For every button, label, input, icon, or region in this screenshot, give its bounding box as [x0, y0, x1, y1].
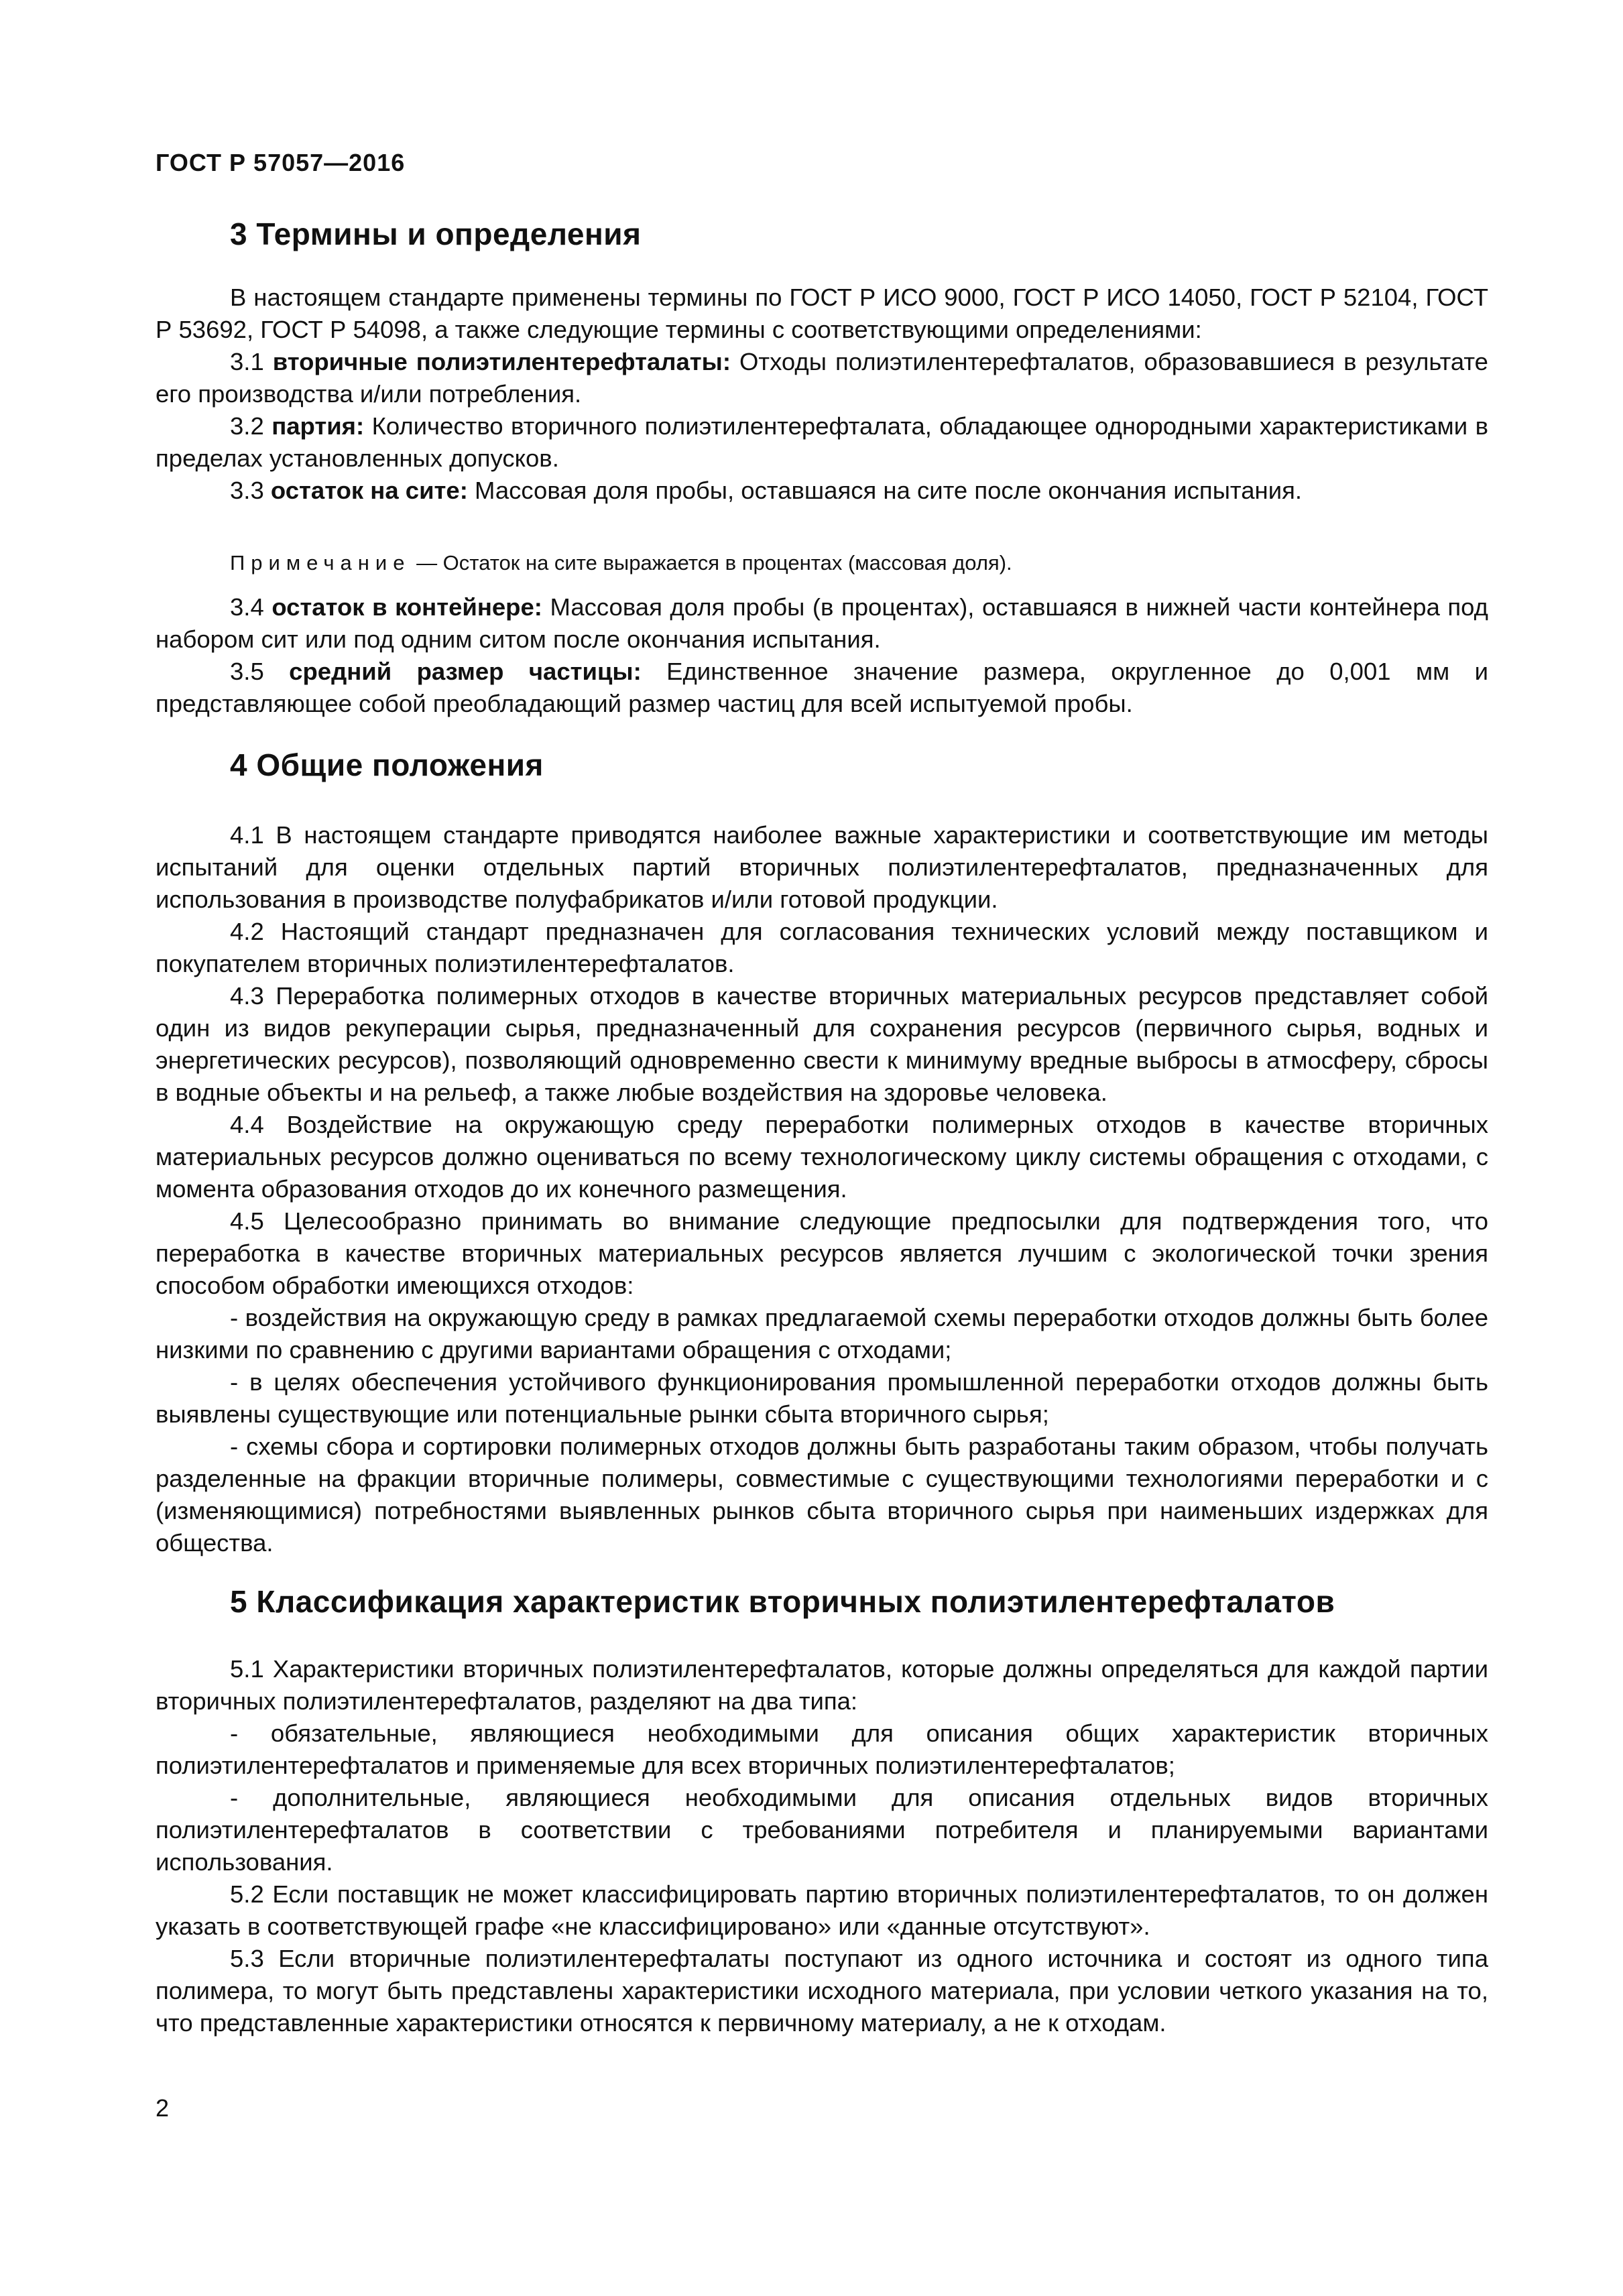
list-item: - обязательные, являющиеся необходимыми для описания общих характеристик вторичных полиэтилентерефталатов и применяемые для всех вторичных полиэтилентерефталатов;	[156, 1719, 1488, 1779]
section-3-body-a	[156, 282, 1488, 507]
note	[230, 550, 1012, 577]
paragraph: 4.2 Настоящий стандарт предназначен для согласования технических условий между поставщиком и покупателем вторичных полиэтилентерефталатов.	[156, 918, 1488, 977]
term-3-3: 3.3 остаток на сите: Массовая доля пробы, оставшаяся на сите после окончания испытания.	[230, 477, 1302, 504]
document-code: ГОСТ Р 57057—2016	[156, 149, 406, 176]
page-number: 2	[156, 2094, 170, 2122]
term-name: вторичные полиэтилентерефталаты:	[272, 348, 731, 375]
note-text: — Остаток на сите выражается в процентах (массовая доля).	[416, 551, 1012, 575]
term-name: средний размер частицы:	[289, 658, 642, 685]
section-3-intro: В настоящем стандарте применены термины по ГОСТ Р ИСО 9000, ГОСТ Р ИСО 14050, ГОСТ Р 52104, ГОСТ Р 53692, ГОСТ Р 54098, а также следующие термины с соответствующими определениями:	[156, 284, 1488, 343]
list-item: - в целях обеспечения устойчивого функционирования промышленной переработки отходов должны быть выявлены существующие или потенциальные рынки сбыта вторичного сырья;	[156, 1368, 1488, 1428]
term-name: партия:	[272, 412, 365, 440]
term-definition: Массовая доля пробы (в процентах), оставшаяся в нижней части контейнера под набором сит или под одним ситом после окончания испытания.	[156, 593, 1488, 653]
section-3-title: 3 Термины и определения	[230, 217, 642, 251]
section-4-body	[156, 819, 1488, 1559]
list-item: - схемы сбора и сортировки полимерных отходов должны быть разработаны таким образом, чтобы получать разделенные на фракции вторичные полимеры, совместимые с существующими технологиями переработки и с (изменяющимися) потребностями выявленных рынков сбыта вторичного сырья при наименьших издержках для общества.	[156, 1433, 1488, 1557]
paragraph: 5.1 Характеристики вторичных полиэтилентерефталатов, которые должны определяться для каждой партии вторичных полиэтилентерефталатов, разделяют на два типа:	[156, 1655, 1488, 1715]
term-3-2: 3.2 партия: Количество вторичного полиэтилентерефталата, обладающее однородными характеристиками в пределах установленных допусков.	[156, 412, 1488, 472]
section-5-title: 5 Классификация характеристик вторичных полиэтилентерефталатов	[230, 1584, 1335, 1619]
note-label: Примечание	[230, 551, 411, 575]
term-name: остаток в контейнере:	[272, 593, 542, 621]
paragraph: 4.3 Переработка полимерных отходов в качестве вторичных материальных ресурсов представляет собой один из видов рекуперации сырья, предназначенный для сохранения ресурсов (первичного сырья, водных и энергетических ресурсов), позволяющий одновременно свести к минимуму вредные выбросы в атмосферу, сбросы в водные объекты и на рельеф, а также любые воздействия на здоровье человека.	[156, 982, 1488, 1106]
paragraph: 4.5 Целесообразно принимать во внимание следующие предпосылки для подтверждения того, что переработка в качестве вторичных материальных ресурсов является лучшим с экологической точки зрения способом обработки имеющихся отходов:	[156, 1207, 1488, 1299]
term-name: остаток на сите:	[270, 477, 468, 504]
paragraph: 4.4 Воздействие на окружающую среду переработки полимерных отходов в качестве вторичных материальных ресурсов должно оцениваться по всему технологическому циклу системы обращения с отходами, с момента образования отходов до их конечного размещения.	[156, 1111, 1488, 1203]
section-5-body	[156, 1653, 1488, 2039]
section-3-body-b	[156, 591, 1488, 720]
section-4-title: 4 Общие положения	[230, 747, 544, 782]
paragraph: 5.2 Если поставщик не может классифицировать партию вторичных полиэтилентерефталатов, то он должен указать в соответствующей графе «не классифицировано» или «данные отсутствуют».	[156, 1880, 1488, 1940]
term-3-5: 3.5 средний размер частицы: Единственное значение размера, округленное до 0,001 мм и представляющее собой преобладающий размер частиц для всей испытуемой пробы.	[156, 658, 1488, 717]
term-definition: Массовая доля пробы, оставшаяся на сите после окончания испытания.	[475, 477, 1302, 504]
list-item: - воздействия на окружающую среду в рамках предлагаемой схемы переработки отходов должны быть более низкими по сравнению с другими вариантами обращения с отходами;	[156, 1304, 1488, 1364]
paragraph: 4.1 В настоящем стандарте приводятся наиболее важные характеристики и соответствующие им методы испытаний для оценки отдельных партий вторичных полиэтилентерефталатов, предназначенных для использования в производстве полуфабрикатов и/или готовой продукции.	[156, 821, 1488, 913]
term-definition: Единственное значение размера, округленное до 0,001 мм и представляющее собой преобладающий размер частиц для всей испытуемой пробы.	[156, 658, 1488, 717]
paragraph: 5.3 Если вторичные полиэтилентерефталаты поступают из одного источника и состоят из одного типа полимера, то могут быть представлены характеристики исходного материала, при условии четкого указания на то, что представленные характеристики относятся к первичному материалу, а не к отходам.	[156, 1945, 1488, 2037]
term-definition: Количество вторичного полиэтилентерефталата, обладающее однородными характеристиками в пределах установленных допусков.	[156, 412, 1488, 472]
term-3-1: 3.1 вторичные полиэтилентерефталаты: Отходы полиэтилентерефталатов, образовавшиеся в результате его производства и/или потребления.	[156, 348, 1488, 408]
term-3-4: 3.4 остаток в контейнере: Массовая доля пробы (в процентах), оставшаяся в нижней части контейнера под набором сит или под одним ситом после окончания испытания.	[156, 593, 1488, 653]
list-item: - дополнительные, являющиеся необходимыми для описания отдельных видов вторичных полиэтилентерефталатов в соответствии с требованиями потребителя и планируемыми вариантами использования.	[156, 1784, 1488, 1876]
term-definition: Отходы полиэтилентерефталатов, образовавшиеся в результате его производства и/или потребления.	[156, 348, 1488, 408]
